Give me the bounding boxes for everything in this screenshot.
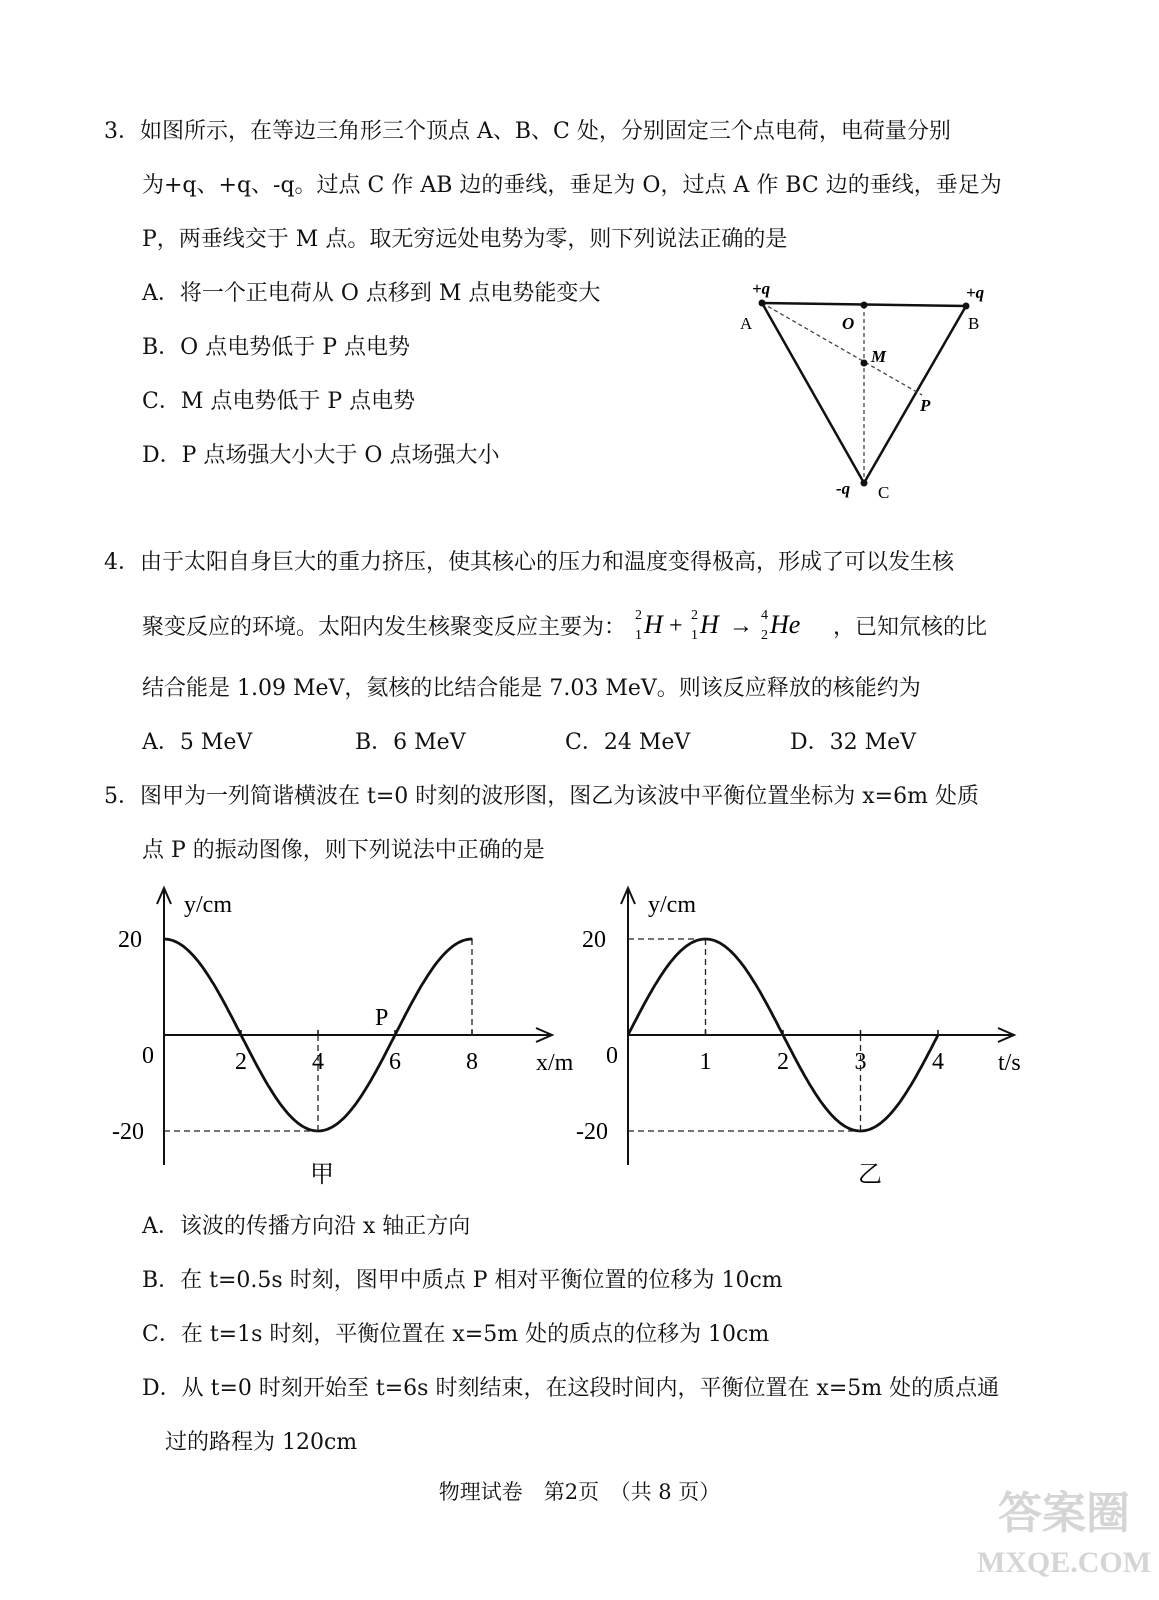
vertex-a-label: A (740, 314, 753, 333)
graph-2-data-point-7 (898, 1102, 900, 1104)
svg-text:2: 2 (691, 608, 699, 623)
q3-option-d: D．P 点场强大小大于 O 点场强大小 (142, 443, 500, 468)
q3-option-b: B．O 点电势低于 P 点电势 (142, 335, 410, 360)
graph-1-data-point-2 (240, 1034, 242, 1036)
q3-line3: P，两垂线交于 M 点。取无穷远处电势为零，则下列说法正确的是 (142, 227, 788, 252)
graph-1-data-point-3 (279, 1102, 281, 1104)
q5-option-d-continued: 过的路程为 120cm (165, 1430, 358, 1455)
graph-1-x-tick-4: 4 (312, 1049, 324, 1075)
q5-option-c: C．在 t=1s 时刻，平衡位置在 x=5m 处的质点的位移为 10cm (142, 1322, 770, 1347)
graph-2-caption: 乙 (858, 1162, 882, 1188)
graph-2-origin-label: 0 (606, 1043, 618, 1069)
q5-option-a: A．该波的传播方向沿 x 轴正方向 (142, 1214, 471, 1239)
charge-a-label: +q (752, 279, 771, 298)
graph-1-x-tick-6: 6 (389, 1049, 401, 1075)
q3-option-c: C．M 点电势低于 P 点电势 (142, 389, 416, 414)
q5-line1: 5．图甲为一列简谐横波在 t=0 时刻的波形图，图乙为该波中平衡位置坐标为 x=6m 处质 (104, 784, 979, 809)
graph-1-y-tick-bottom: -20 (112, 1119, 144, 1145)
graph-1-data-point-5 (356, 1102, 358, 1104)
svg-text:→: → (729, 613, 754, 639)
svg-text:+: + (669, 613, 683, 639)
graph-1-data-point-7 (433, 967, 435, 969)
graph-2-data-point-3 (743, 967, 745, 969)
wave-graphs (0, 880, 1159, 1200)
graph-2-x-tick-1: 1 (699, 1049, 712, 1075)
page-footer: 物理试卷 第2页 （共 8 页） (438, 1480, 721, 1504)
vertex-b-label: B (968, 314, 980, 333)
graph-2-data-point-5 (821, 1102, 823, 1104)
graph-1-data-point-1 (202, 967, 204, 969)
svg-text:4: 4 (761, 608, 769, 623)
q4-option-a: A．5 MeV (142, 730, 253, 755)
graph-2-data-point-0 (627, 1034, 629, 1036)
q5-option-b: B．在 t=0.5s 时刻，图甲中质点 P 相对平衡位置的位移为 10cm (142, 1268, 783, 1293)
graph-2-y-tick-bottom: -20 (576, 1119, 608, 1145)
graph-1-x-label: x/m (536, 1050, 574, 1076)
svg-text:H: H (700, 610, 719, 639)
q3-option-a: A．将一个正电荷从 O 点移到 M 点电势能变大 (142, 281, 601, 306)
graph-2-y-tick-top: 20 (582, 927, 606, 953)
vertex-c-label: C (878, 483, 890, 502)
graph-1-caption: 甲 (310, 1162, 334, 1188)
svg-text:1: 1 (691, 628, 699, 643)
svg-text:2: 2 (761, 628, 769, 643)
graph-2-data-point-6 (860, 1130, 862, 1132)
graph-2-y-label: y/cm (648, 892, 696, 918)
q4-number: 4． (104, 550, 140, 575)
graph-2-x-tick-4: 4 (932, 1049, 944, 1075)
q4-option-c: C．24 MeV (565, 730, 691, 755)
q4-line3: 结合能是 1.09 MeV，氦核的比结合能是 7.03 MeV。则该反应释放的核能约为 (142, 676, 921, 701)
graph-1-x-tick-2: 2 (235, 1049, 247, 1075)
svg-text:1: 1 (635, 628, 643, 643)
graph-1-data-point-8 (471, 938, 473, 940)
graph-1-data-point-6 (394, 1034, 396, 1036)
point-m-label: M (871, 347, 887, 366)
watermark-logo (976, 1476, 1152, 1586)
graph-2-x-tick-3: 3 (854, 1049, 867, 1075)
charge-c-label: -q (836, 479, 851, 498)
graph-2-data-point-4 (782, 1034, 784, 1036)
graph-1-data-point-0 (163, 938, 165, 940)
point-p-label: P (920, 396, 931, 415)
svg-text:MXQE.COM: MXQE.COM (976, 1546, 1152, 1579)
svg-text:答案圈: 答案圈 (998, 1489, 1130, 1538)
graph-2-x-tick-2: 2 (777, 1049, 789, 1075)
q4-line1: 4．由于太阳自身巨大的重力挤压，使其核心的压力和温度变得极高，形成了可以发生核 (104, 550, 955, 575)
q3-line1: 3．如图所示，在等边三角形三个顶点 A、B、C 处，分别固定三个点电荷，电荷量分别 (104, 119, 951, 144)
graph-1-data-point-4 (317, 1130, 319, 1132)
q4-line2: 聚变反应的环境。太阳内发生核聚变反应主要为： 2 1 H + 2 1 H → 4 2 He ，已知氘核的比 (142, 611, 987, 645)
q4-option-d: D．32 MeV (790, 730, 917, 755)
point-o-label: O (842, 314, 855, 333)
q3-number: 3． (104, 119, 140, 144)
triangle-charge-diagram (736, 276, 996, 506)
graph-1-y-label: y/cm (184, 892, 232, 918)
svg-text:H: H (644, 610, 663, 639)
graph-1-origin-label: 0 (142, 1043, 154, 1069)
svg-text:2: 2 (635, 608, 643, 623)
q3-line2: 为+q、+q、-q。过点 C 作 AB 边的垂线，垂足为 O，过点 A 作 BC 边的垂线，垂足为 (142, 173, 1002, 198)
q5-option-d: D．从 t=0 时刻开始至 t=6s 时刻结束，在这段时间内，平衡位置在 x=5m 处的质点通 (142, 1376, 1000, 1401)
graph-2-data-point-8 (937, 1034, 939, 1036)
graph-2-data-point-2 (705, 938, 707, 940)
graph-1-point-p-label: P (375, 1005, 389, 1031)
svg-text:He: He (770, 610, 801, 639)
q5-line2: 点 P 的振动图像，则下列说法中正确的是 (142, 838, 545, 863)
graph-1-y-tick-top: 20 (118, 927, 142, 953)
charge-b-label: +q (966, 283, 985, 302)
graph-1-x-tick-8: 8 (466, 1049, 478, 1075)
fusion-equation (633, 605, 833, 645)
q5-number: 5． (104, 784, 140, 809)
graph-2-x-label: t/s (998, 1050, 1021, 1076)
q4-option-b: B．6 MeV (355, 730, 466, 755)
graph-2-data-point-1 (666, 967, 668, 969)
